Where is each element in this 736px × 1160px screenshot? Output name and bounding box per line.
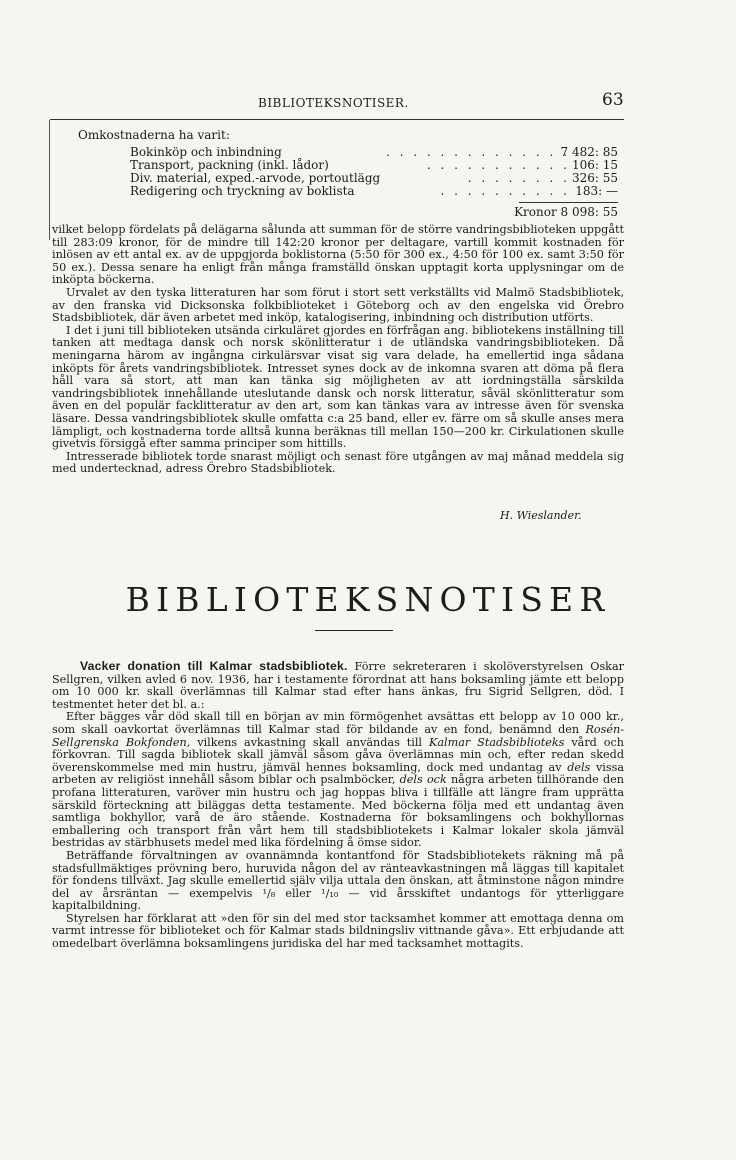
signature: H. Wieslander. bbox=[500, 509, 582, 522]
cost-amount: 326: 55 bbox=[571, 171, 618, 185]
cost-label: Bokinköp och inbindning bbox=[130, 145, 282, 159]
leader-dots: . . . . . . . . . . . . . . bbox=[386, 145, 570, 159]
cost-amount: 106: 15 bbox=[571, 158, 618, 172]
cost-label: Transport, packning (inkl. lådor) bbox=[130, 158, 329, 172]
quoted-paragraph bbox=[52, 711, 624, 850]
cost-amount: 7 482: 85 bbox=[560, 145, 618, 159]
running-header bbox=[0, 90, 736, 114]
article-travelling-libraries bbox=[52, 224, 624, 476]
title-rule bbox=[315, 630, 393, 631]
cost-label: Div. material, exped.-arvode, portoutlägg bbox=[130, 171, 381, 185]
paragraph: Styrelsen har förklarat att »den för sin del med stor tacksamhet kommer att emottaga denna om varmt intresse för biblioteket och för Kalmar stads bildningsliv vittnande gåva». Ett erbjudande att omedelbart överlämna boksamlingens juridiska del har med tacksamhet mottagits. bbox=[52, 911, 624, 951]
text-run: vissa arbeten av religiöst innehåll såsom biblar och psalmböcker, bbox=[52, 760, 624, 787]
paragraph: Beträffande förvaltningen av ovannämnda kontantfond för Stadsbibliotekets räkning må på stadsfullmäktiges prövning bero, huruvida någon del av ränteavkastningen må läggas till kapitalet för fondens tillväxt. Jag skulle emellertid själv vilja uttala den önskan, att åtminstone någon mindre del av årsräntan — exempelvis ¹/₈ eller ¹/₁₀ — vid årsskiftet undantogs för ytterliggare kapitalbildning. bbox=[52, 848, 624, 913]
sum-rule bbox=[519, 202, 618, 203]
cost-intro: Omkostnaderna ha varit: bbox=[78, 128, 230, 142]
cost-row bbox=[130, 184, 618, 199]
paragraph: I det i juni till biblioteken utsända cirkuläret gjordes en förfrågan ang. bibliotekens inställning till tanken att medtaga dansk och norsk skönlitteratur i de utländska vandringsbiblioteken. Då meningarna härom av ingångna cirkulärsvar visat sig vara delade, ha emellertid inga sådana inköpts för årets vandringsbibliotek. Intresset synes dock av de inkomna svaren att döma på flera håll vara så stort, att man kan tänka sig möjligheten av att iordningställa särskilda vandringsbibliotek innehållande uteslutande dansk och norsk litteratur, såväl skönlitteratur som även en del populär facklitteratur av den art, som kan tänkas vara av intresse även för svenska läsare. Dessa vandringsbibliotek skulle omfatta c:a 25 band, eller ev. färre om så skulle anses mera lämpligt, och kostnaderna torde alltså kunna beräknas till mellan 150—200 kr. Cirkulationen skulle givetvis försiggå efter samma principer som hittills. bbox=[52, 323, 624, 451]
cost-label: Redigering och tryckning av boklista bbox=[130, 184, 355, 198]
leader-dots: . . . . . . . . . . bbox=[440, 184, 570, 198]
emphasis: dels bbox=[567, 760, 591, 774]
paragraph bbox=[52, 660, 624, 711]
cost-amount: 183: — bbox=[575, 184, 618, 198]
text-run: Efter bägges vår död skall till en början av min förmögenhet avsättas ett belopp av 10 000 kr., som skall oavkortat överlämnas till Kalmar stad för bildande av en fond, benämnd den bbox=[52, 710, 624, 736]
text-run: vård och förkovran. Till sagda bibliotek skall jämväl såsom gåva överlämnas min och, efter redan skedd överenskommelse med min hustru, jämväl hennes boksamling, dock med undantag av bbox=[52, 735, 625, 774]
leader-dots: . . . . . . . . bbox=[467, 171, 570, 185]
section-title: BIBLIOTEKSNOTISER bbox=[125, 580, 611, 619]
paragraph: vilket belopp fördelats på delägarna sålunda att summan för de större vandringsbiblioteken uppgått till 283:09 kronor, för de mindre till 142:20 kronor per deltagare, vartill kommit kostnaden för inlösen av ett antal ex. av de uppgjorda boklistorna (5:50 för 300 ex., 4:50 för 100 ex. samt 3:50 för 50 ex.). Dessa senare ha enligt från många framställd önskan upptagit korta upplysningar om de inköpta böckerna. bbox=[52, 223, 624, 287]
cost-total: Kronor 8 098: 55 bbox=[514, 205, 618, 219]
text-run: vilkens avkastning skall användas till bbox=[197, 735, 423, 749]
text-run: några arbeten tillhörande den profana litteraturen, varöver min hustru och jag hoppas bliva i tillfälle att längre fram upprätta särskild förteckning att biläggas detta testamente. Med böckerna följa med ett undantag även samtliga bokhyllor, varå de äro stående. Kostnaderna för boksamlingens och bokhyllornas emballering och transport från vårt hem till stadsbibliotekets i Kalmar lokaler skola jämväl bestridas av stärbhusets medel med lika fördelning å ömse sidor. bbox=[52, 773, 624, 850]
fund-name: Rosén-Sellgrenska Bokfonden, bbox=[52, 722, 624, 749]
paragraph: Urvalet av den tyska litteraturen har som förut i stort sett verkställts vid Malmö Stadsbibliotek, av den franska vid Dicksonska folkbiblioteket i Göteborg och av den engelska vid Örebro Stadsbibliotek, där även arbetet med inköp, katalogisering, inbindning och distribution utförts. bbox=[52, 285, 624, 325]
library-name: Kalmar Stadsbiblioteks bbox=[428, 735, 565, 749]
paragraph-text: Förre sekreteraren i skolöverstyrelsen Oskar Sellgren, vilken avled 6 nov. 1936, har i testamente förordnat att hans boksamling jämte ett belopp om 10 000 kr. skall överlämnas till Kalmar stad efter hans änkas, fru Sigrid Sellgren, död. I testmentet heter det bl. a.: bbox=[52, 660, 624, 711]
article-heading: Vacker donation till Kalmar stadsbibliotek. bbox=[80, 659, 348, 673]
running-title: BIBLIOTEKSNOTISER. bbox=[258, 96, 409, 110]
header-rule bbox=[50, 119, 624, 120]
article-kalmar-donation bbox=[52, 660, 624, 951]
leader-dots: . . . . . . . . . . . bbox=[426, 158, 570, 172]
margin-rule bbox=[49, 120, 50, 240]
emphasis: dels ock bbox=[399, 773, 447, 787]
paragraph: Intresserade bibliotek torde snarast möjligt och senast före utgången av maj månad meddela sig med undertecknad, adress Örebro Stadsbibliotek. bbox=[52, 449, 624, 476]
page-number: 63 bbox=[602, 90, 624, 110]
